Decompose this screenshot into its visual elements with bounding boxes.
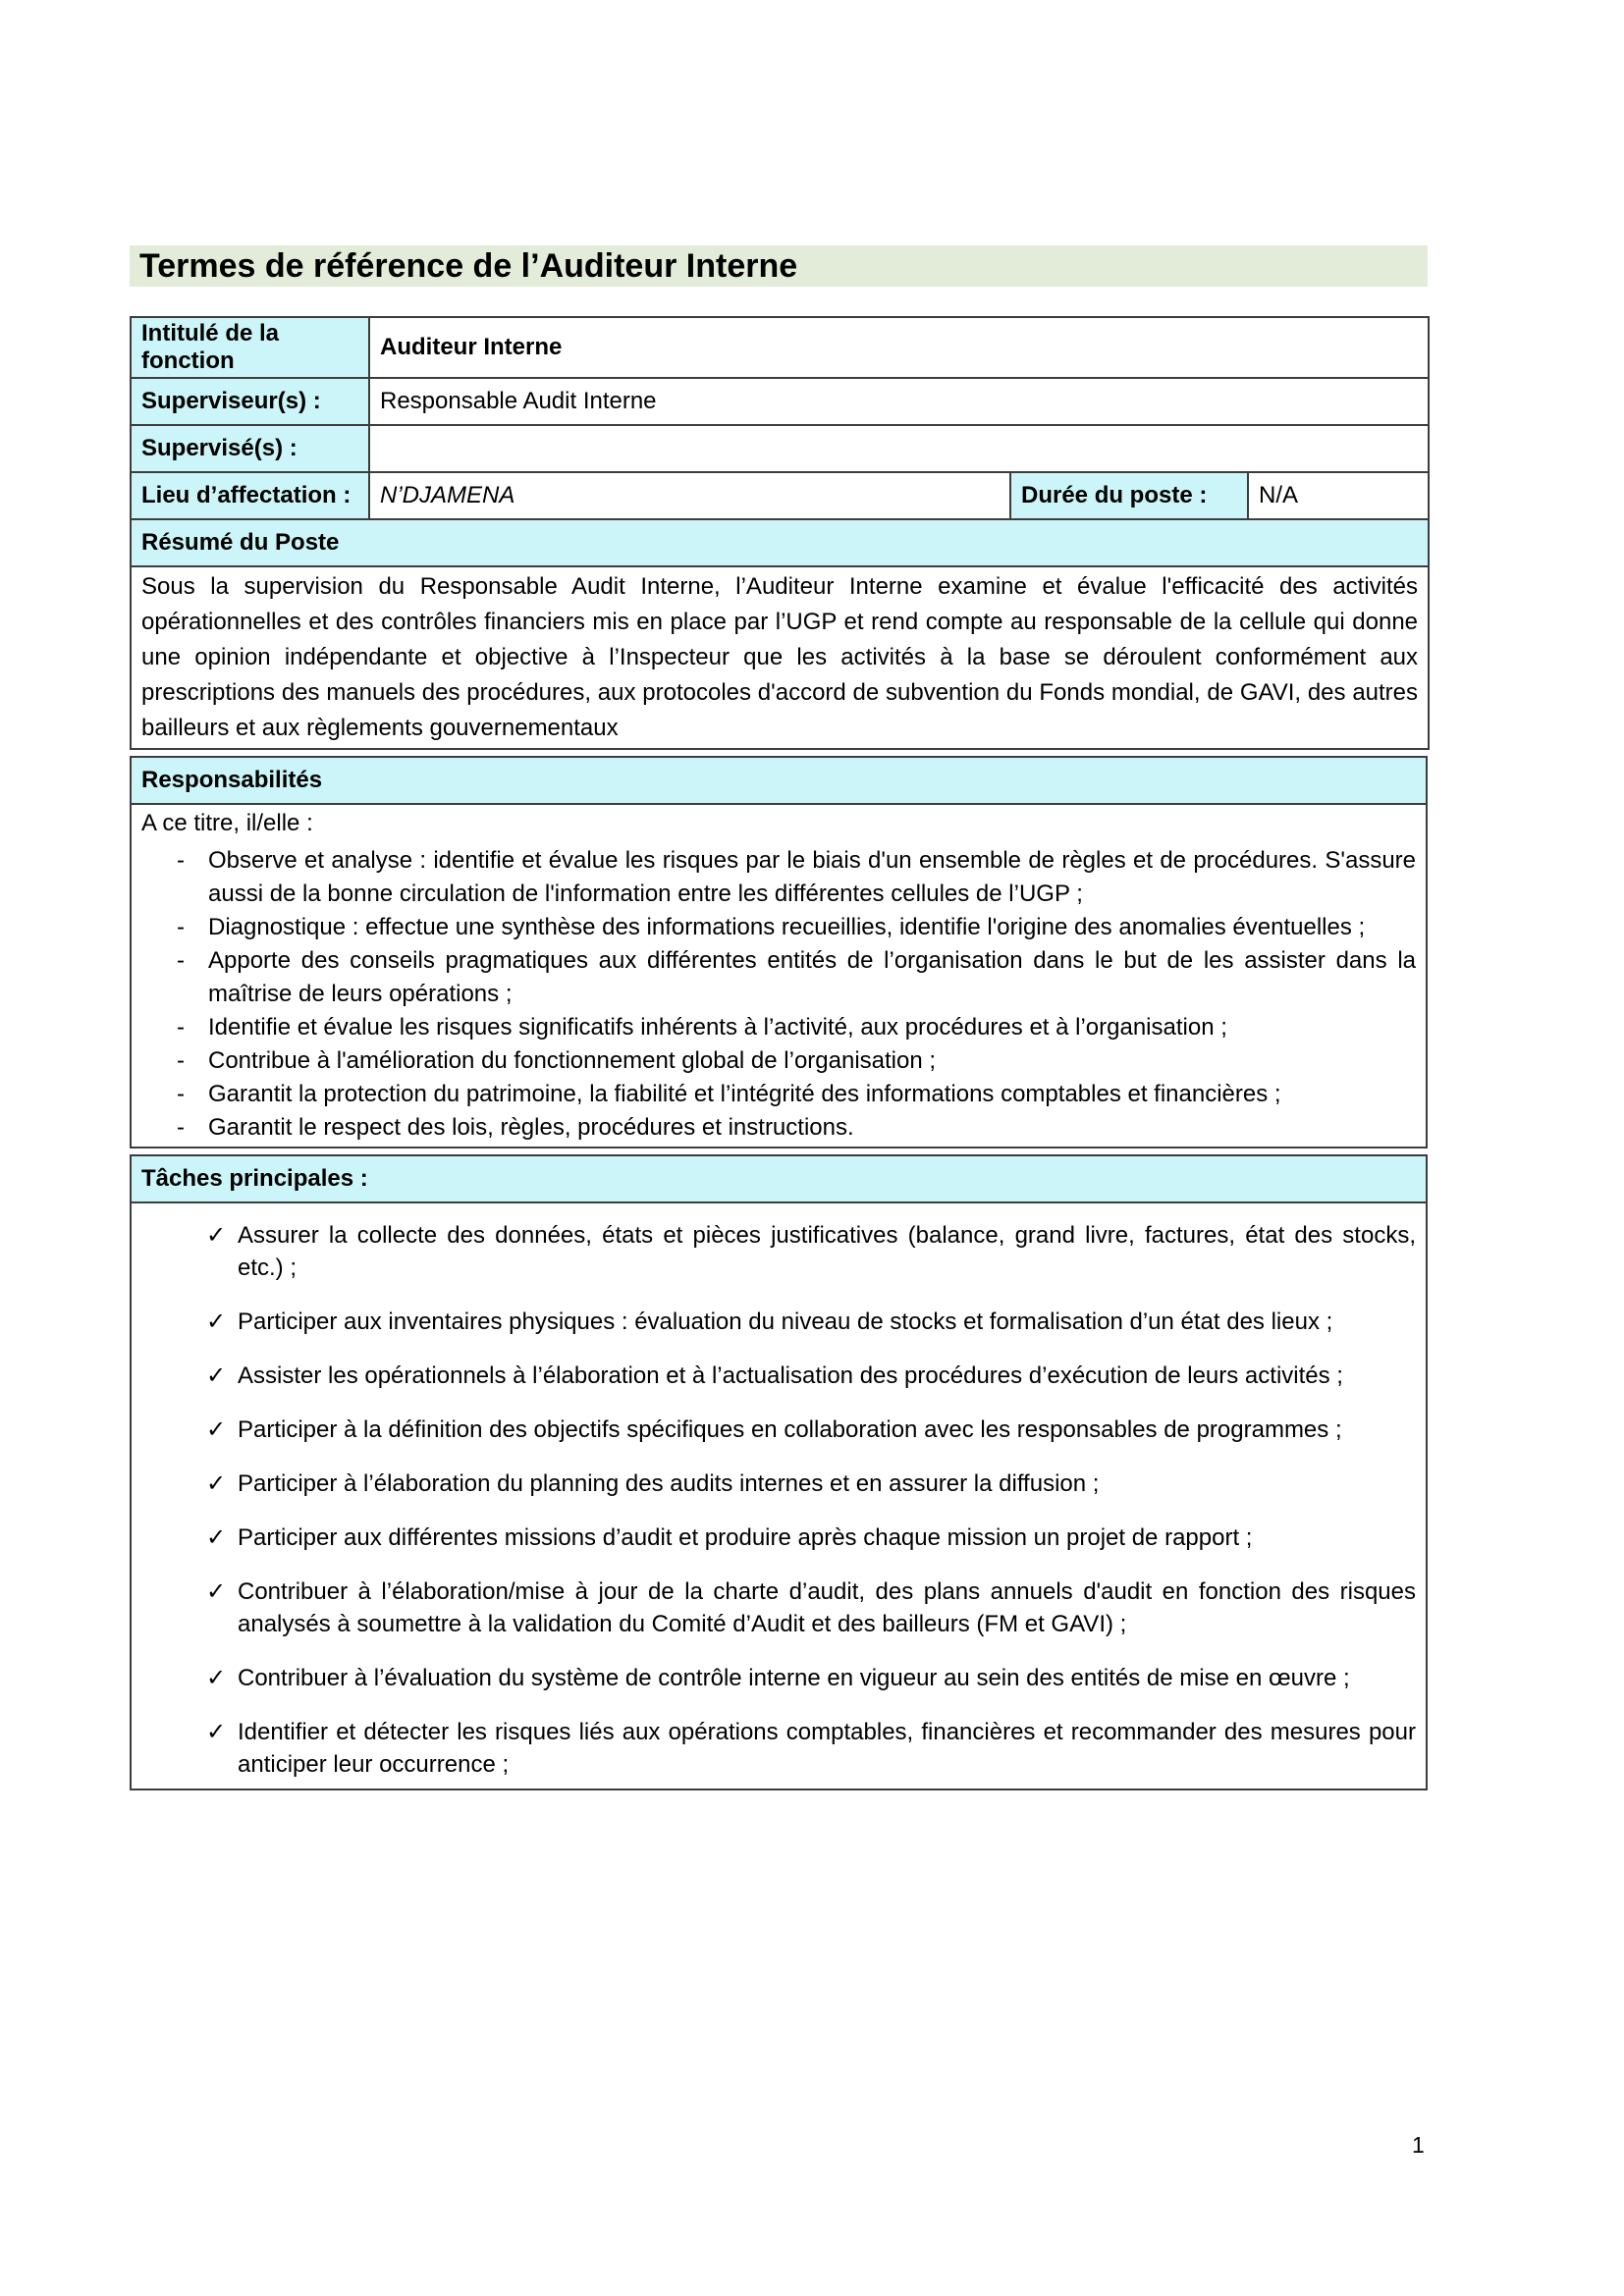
checkmark-icon: ✓ [206,1222,227,1249]
list-item-text: Participer à la définition des objectifs spécifiques en collaboration avec les responsables de programmes ; [238,1416,1342,1443]
taches-table [130,1154,1428,1790]
checkmark-icon: ✓ [206,1665,227,1691]
list-item [141,1044,1416,1078]
dash-bullet-icon: - [177,1081,185,1107]
checkmark-icon: ✓ [206,1362,227,1389]
table-row [131,378,1429,425]
list-item [141,1468,1416,1500]
value-superviseur: Responsable Audit Interne [369,378,1429,425]
list-item [141,944,1416,1011]
table-row [131,425,1429,472]
list-item-text: Contribuer à l’élaboration/mise à jour de la charte d’audit, des plans annuels d'audit en fonction des risques analysés à soumettre à la validation du Comité d’Audit et des bailleurs (FM et GAVI) ; [238,1578,1416,1637]
list-item-text: Diagnostique : effectue une synthèse des informations recueillies, identifie l'origine des anomalies éventuelles ; [208,914,1366,940]
value-lieu: N’DJAMENA [369,472,1010,519]
list-item-text: Garantit la protection du patrimoine, la fiabilité et l’intégrité des informations comptables et financières ; [208,1081,1281,1107]
dash-bullet-icon: - [177,1014,185,1041]
list-item [141,1522,1416,1554]
list-item-text: Observe et analyse : identifie et évalue les risques par le biais d'un ensemble de règles et de procédures. S'assure aussi de la bonne circulation de l'information entre les différentes cellules de l’UGP ; [208,847,1416,907]
dash-bullet-icon: - [177,1114,185,1141]
section-header-taches: Tâches principales : [131,1155,1427,1202]
page-title: Termes de référence de l’Auditeur Interne [130,245,1428,287]
checkmark-icon: ✓ [206,1524,227,1551]
page-number: 1 [1412,2132,1425,2158]
list-item-text: Participer à l’élaboration du planning des audits internes et en assurer la diffusion ; [238,1470,1100,1497]
table-row [131,1155,1427,1202]
list-item [141,1219,1416,1284]
dash-bullet-icon: - [177,914,185,940]
list-item [141,1716,1416,1781]
checkmark-icon: ✓ [206,1308,227,1335]
list-item [141,911,1416,944]
list-item-text: Contribue à l'amélioration du fonctionnement global de l’organisation ; [208,1047,937,1074]
taches-list [141,1219,1416,1781]
value-duree: N/A [1248,472,1429,519]
list-item-text: Assister les opérationnels à l’élaboration et à l’actualisation des procédures d’exécution de leurs activités ; [238,1362,1343,1389]
resume-body-cell [131,566,1429,749]
table-row [131,566,1429,749]
section-header-responsabilites: Responsabilités [131,757,1427,804]
list-item [141,1306,1416,1338]
table-row [131,519,1429,566]
info-table [130,316,1430,750]
table-row [131,317,1429,378]
list-item [141,1575,1416,1640]
dash-bullet-icon: - [177,847,185,874]
list-item-text: Assurer la collecte des données, états et pièces justificatives (balance, grand livre, factures, état des stocks, etc.) ; [238,1222,1416,1281]
resume-paragraph: Sous la supervision du Responsable Audit Interne, l’Auditeur Interne examine et évalue l'efficacité des activités opérationnelles et des contrôles financiers mis en place par l’UGP et rend compte au responsable de la cellule qui donne une opinion indépendante et objective à l’Inspecteur que les activités à la base se déroulent conformément aux prescriptions des manuels des procédures, aux protocoles d'accord de subvention du Fonds mondial, de GAVI, des autres bailleurs et aux règlements gouvernementaux [141,573,1419,741]
responsabilites-body-cell [131,804,1427,1148]
table-row [131,804,1427,1148]
responsabilites-table [130,756,1428,1148]
table-row [131,472,1429,519]
checkmark-icon: ✓ [206,1578,227,1605]
checkmark-icon: ✓ [206,1416,227,1443]
label-lieu: Lieu d’affectation : [131,472,369,519]
label-duree: Durée du poste : [1010,472,1248,519]
list-item-text: Apporte des conseils pragmatiques aux différentes entités de l’organisation dans le but de les assister dans la maîtrise de leurs opérations ; [208,947,1416,1007]
table-row [131,757,1427,804]
list-item-text: Identifie et évalue les risques significatifs inhérents à l’activité, aux procédures et à l’organisation ; [208,1014,1227,1041]
list-item [141,1011,1416,1044]
taches-body-cell [131,1202,1427,1789]
list-item [141,1414,1416,1446]
list-item-text: Participer aux différentes missions d’audit et produire après chaque mission un projet de rapport ; [238,1524,1253,1551]
list-item [141,1360,1416,1392]
list-item [141,844,1416,911]
checkmark-icon: ✓ [206,1470,227,1497]
list-item [141,1078,1416,1111]
document-page [130,245,1428,1790]
list-item [141,1662,1416,1694]
checkmark-icon: ✓ [206,1719,227,1745]
value-intitule: Auditeur Interne [369,317,1429,378]
dash-bullet-icon: - [177,1047,185,1074]
list-item-text: Participer aux inventaires physiques : évaluation du niveau de stocks et formalisation d’un état des lieux ; [238,1308,1333,1335]
section-header-resume: Résumé du Poste [131,519,1429,566]
label-supervise: Supervisé(s) : [131,425,369,472]
list-item-text: Garantit le respect des lois, règles, procédures et instructions. [208,1114,854,1141]
label-intitule: Intitulé de la fonction [131,317,369,378]
table-row [131,1202,1427,1789]
responsabilites-list [141,844,1416,1145]
responsabilites-intro: A ce titre, il/elle : [141,810,313,836]
list-item-text: Identifier et détecter les risques liés aux opérations comptables, financières et recommander des mesures pour anticiper leur occurrence ; [238,1719,1416,1778]
dash-bullet-icon: - [177,947,185,974]
list-item [141,1111,1416,1145]
list-item-text: Contribuer à l’évaluation du système de contrôle interne en vigueur au sein des entités de mise en œuvre ; [238,1665,1350,1691]
label-superviseur: Superviseur(s) : [131,378,369,425]
value-supervise [369,425,1429,472]
